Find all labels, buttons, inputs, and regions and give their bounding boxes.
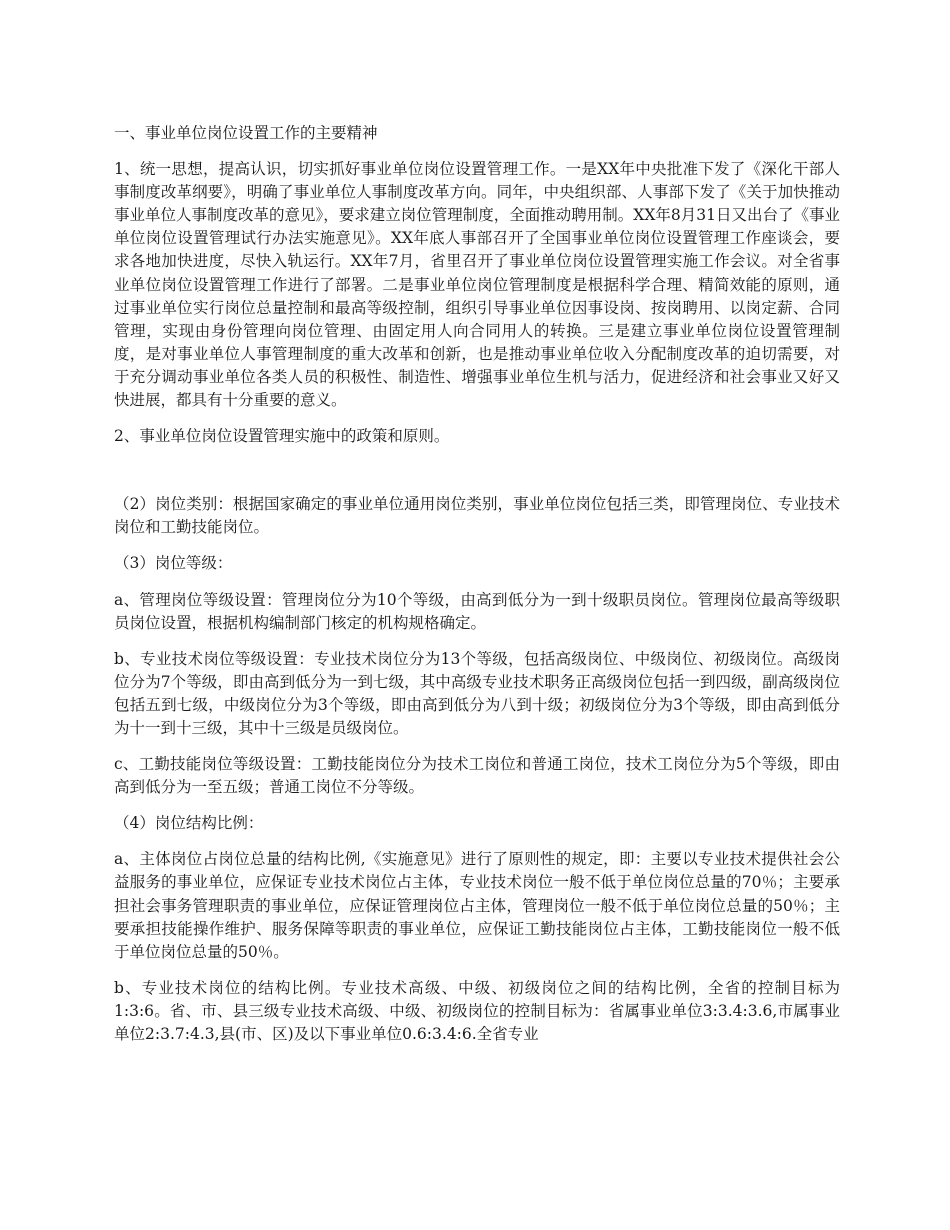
document-body <box>114 122 840 1059</box>
paragraph-skill-levels: c、工勤技能岗位等级设置：工勤技能岗位分为技术工岗位和普通工岗位，技术工岗位分为5个等级，即由高到低分为一至五级；普通工岗位不分等级。 <box>114 755 840 797</box>
paragraph-main-position-ratio: a、主体岗位占岗位总量的结构比例,《实施意见》进行了原则性的规定，即：主要以专业技术提供社会公益服务的事业单位，应保证专业技术岗位占主体，专业技术岗位一般不低于单位岗位总量的70％；主要承担社会事务管理职责的事业单位，应保证管理岗位占主体，管理岗位一般不低于单位岗位总量的50％；主要承担技能操作维护、服务保障等职责的事业单位，应保证工勤技能岗位占主体，工勤技能岗位一般不低于单位岗位总量的50％。 <box>114 850 840 961</box>
paragraph-position-levels-heading: （3）岗位等级： <box>114 554 233 573</box>
paragraph-management-levels: a、管理岗位等级设置：管理岗位分为10个等级，由高到低分为一到十级职员岗位。管理岗位最高等级职员岗位设置，根据机构编制部门核定的机构规格确定。 <box>114 590 840 632</box>
paragraph-technical-ratio: b、专业技术岗位的结构比例。专业技术高级、中级、初级岗位之间的结构比例，全省的控制目标为1:3:6。省、市、县三级专业技术高级、中级、初级岗位的控制目标为：省属事业单位3:3.4:3.6,市属事业单位2:3.7:4.3,县(市、区)及以下事业单位0.6:3.4:6.全省专业 <box>114 978 840 1043</box>
paragraph-technical-levels: b、专业技术岗位等级设置：专业技术岗位分为13个等级，包括高级岗位、中级岗位、初级岗位。高级岗位分为7个等级，即由高到低分为一到七级，其中高级专业技术职务正高级岗位包括一到四级，副高级岗位包括五到七级，中级岗位分为3个等级，即由高到低分为八到十级；初级岗位分为3个等级，即由高到低分为十一到十三级，其中十三级是员级岗位。 <box>114 649 840 737</box>
blank-gap <box>114 461 840 493</box>
paragraph-structure-ratio-heading: （4）岗位结构比例： <box>114 814 264 833</box>
paragraph-2: 2、事业单位岗位设置管理实施中的政策和原则。 <box>114 427 450 446</box>
paragraph-1: 1、统一思想，提高认识，切实抓好事业单位岗位设置管理工作。一是XX年中央批准下发了《深化干部人事制度改革纲要》，明确了事业单位人事制度改革方向。同年，中央组织部、人事部下发了《关于加快推动事业单位人事制度改革的意见》，要求建立岗位管理制度，全面推动聘用制。XX年8月31日又出台了《事业单位岗位设置管理试行办法实施意见》。XX年底人事部召开了全国事业单位岗位设置管理工作座谈会，要求各地加快进度，尽快入轨运行。XX年7月，省里召开了事业单位岗位设置管理实施工作会议。对全省事业单位岗位设置管理工作进行了部署。二是事业单位岗位管理制度是根据科学合理、精简效能的原则，通过事业单位实行岗位总量控制和最高等级控制，组织引导事业单位因事设岗、按岗聘用、以岗定薪、合同管理，实现由身份管理向岗位管理、由固定用人向合同用人的转换。三是建立事业单位岗位设置管理制度，是对事业单位人事管理制度的重大改革和创新，也是推动事业单位收入分配制度改革的迫切需要，对于充分调动事业单位各类人员的积极性、制造性、增强事业单位生机与活力，促进经济和社会事业又好又快进展，都具有十分重要的意义。 <box>114 160 840 410</box>
section-heading: 一、事业单位岗位设置工作的主要精神 <box>114 124 378 142</box>
paragraph-position-categories: （2）岗位类别：根据国家确定的事业单位通用岗位类别，事业单位岗位包括三类，即管理岗位、专业技术岗位和工勤技能岗位。 <box>114 495 840 537</box>
